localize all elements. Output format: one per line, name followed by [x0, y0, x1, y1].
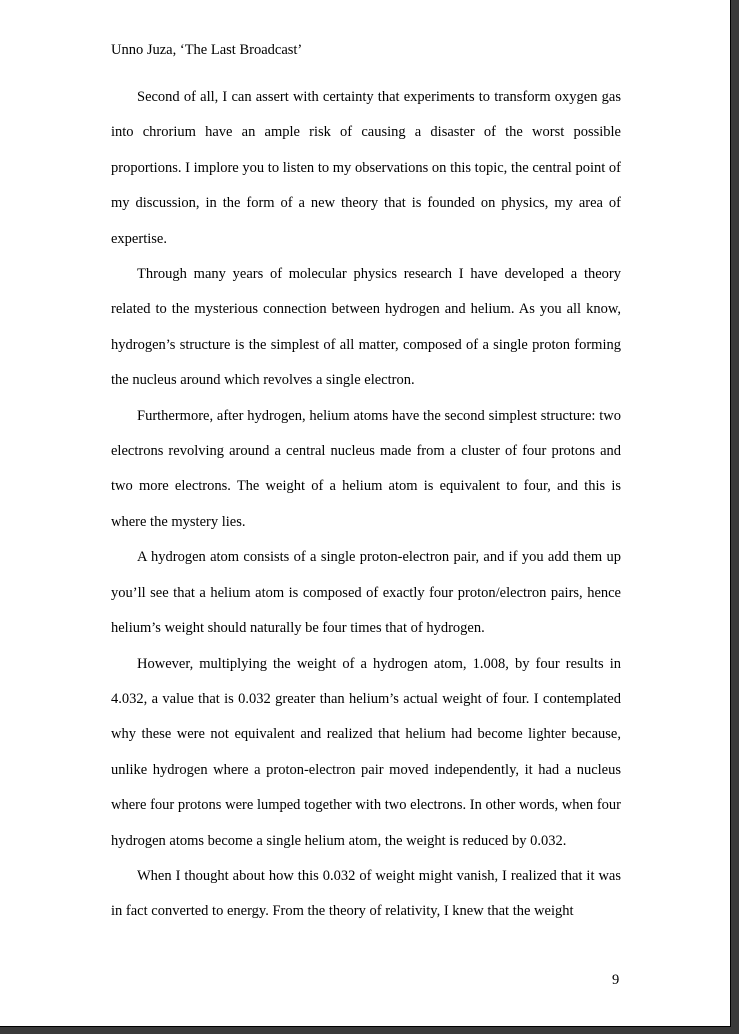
paragraph-1: Second of all, I can assert with certainty that experiments to transform oxygen gas into chrorium have an ample risk of causing a disaster of the worst possible proportions. I implore you to listen to my observations on this topic, the central point of my discussion, in the form of a new theory that is founded on physics, my area of expertise. — [111, 89, 621, 247]
paragraph-6: When I thought about how this 0.032 of weight might vanish, I realized that it was in fact converted to energy. From the theory of relativity, I knew that the weight — [111, 867, 621, 920]
paragraph-4: A hydrogen atom consists of a single proton-electron pair, and if you add them up you’ll see that a helium atom is composed of exactly four proton/electron pairs, hence helium’s weight should naturally be four times that of hydrogen. — [111, 549, 621, 637]
paragraph-2: Through many years of molecular physics research I have developed a theory related to the mysterious connection between hydrogen and helium. As you all know, hydrogen’s structure is the simplest of all matter, composed of a single proton forming the nucleus around which revolves a single electron. — [111, 266, 621, 389]
running-header: Unno Juza, ‘The Last Broadcast’ — [111, 42, 303, 58]
page-number: 9 — [612, 972, 620, 988]
body-text — [111, 80, 621, 930]
paragraph-5: However, multiplying the weight of a hydrogen atom, 1.008, by four results in 4.032, a value that is 0.032 greater than helium’s actual weight of four. I contemplated why these were not equivalent and realized that helium had become lighter because, unlike hydrogen where a proton-electron pair moved independently, it had a nucleus where four protons were lumped together with two electrons. In other words, when four hydrogen atoms become a single helium atom, the weight is reduced by 0.032. — [111, 655, 621, 849]
viewer-bottom-edge — [0, 1027, 739, 1034]
paragraph-3: Furthermore, after hydrogen, helium atoms have the second simplest structure: two electrons revolving around a central nucleus made from a cluster of four protons and two more electrons. The weight of a helium atom is equivalent to four, and this is where the mystery lies. — [111, 407, 621, 530]
viewer-right-edge — [731, 0, 739, 1034]
